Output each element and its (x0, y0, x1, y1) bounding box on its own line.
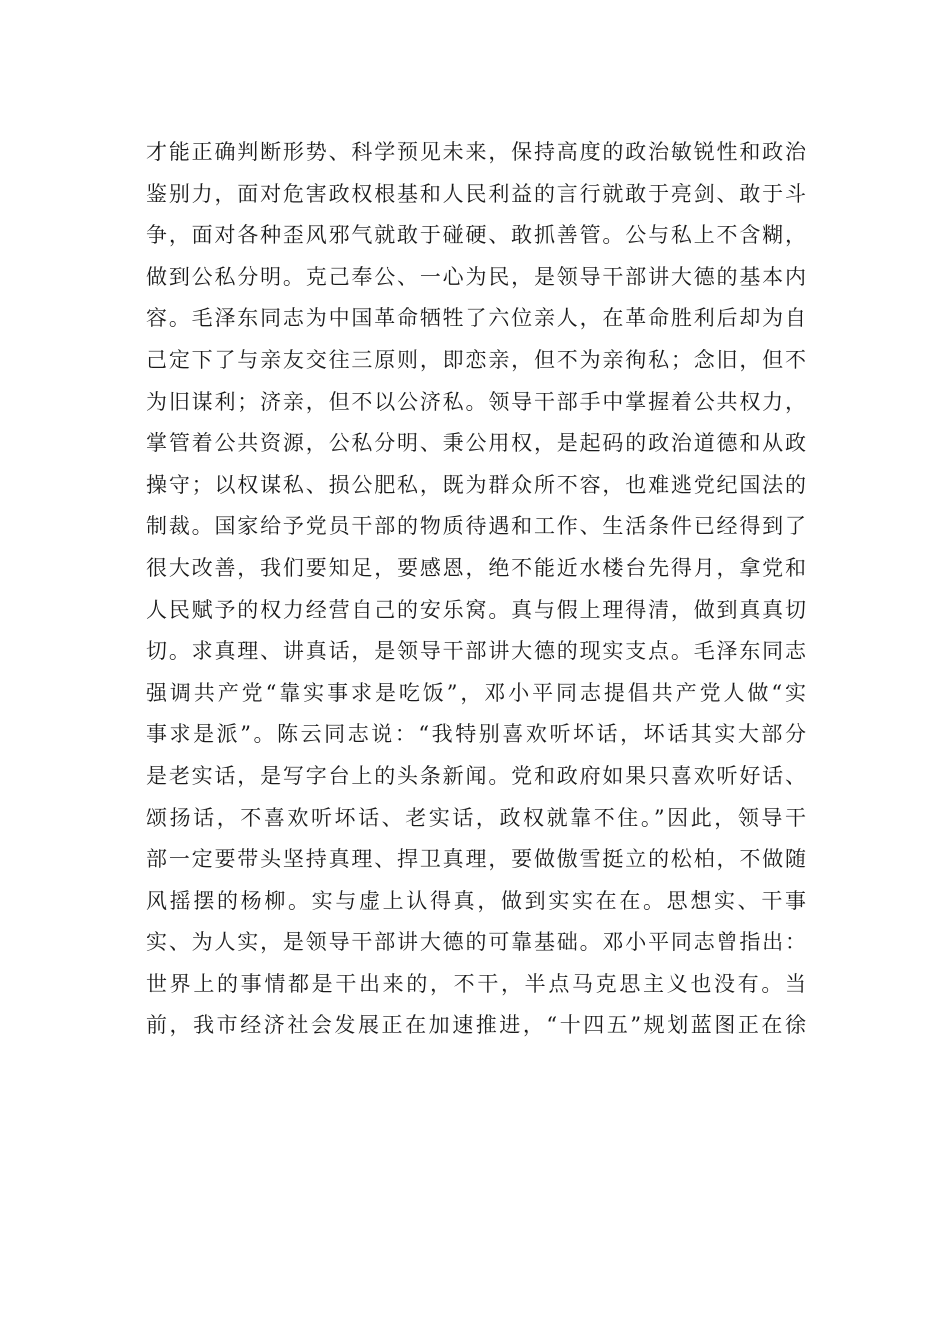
text-line: 前，我市经济社会发展正在加速推进，“十四五”规划蓝图正在徐 (146, 1013, 806, 1038)
text-line: 鉴别力，面对危害政权根基和人民利益的言行就敢于亮剑、敢于斗 (146, 181, 806, 206)
body-text (146, 132, 806, 1047)
text-line: 风摇摆的杨柳。实与虚上认得真，做到实实在在。思想实、干事 (146, 888, 806, 913)
text-line: 是老实话，是写字台上的头条新闻。党和政府如果只喜欢听好话、 (146, 763, 806, 788)
text-line: 制裁。国家给予党员干部的物质待遇和工作、生活条件已经得到了 (146, 514, 806, 539)
text-line: 很大改善，我们要知足，要感恩，绝不能近水楼台先得月，拿党和 (146, 555, 806, 580)
text-line: 强调共产党“靠实事求是吃饭”，邓小平同志提倡共产党人做“实 (146, 680, 806, 705)
text-line: 己定下了与亲友交往三原则，即恋亲，但不为亲徇私；念旧，但不 (146, 347, 806, 372)
text-line: 世界上的事情都是干出来的，不干，半点马克思主义也没有。当 (146, 971, 806, 996)
text-line: 颂扬话，不喜欢听坏话、老实话，政权就靠不住。”因此，领导干 (146, 805, 806, 830)
text-line: 实、为人实，是领导干部讲大德的可靠基础。邓小平同志曾指出： (146, 930, 806, 955)
text-line: 部一定要带头坚持真理、捍卫真理，要做傲雪挺立的松柏，不做随 (146, 847, 806, 872)
text-line: 做到公私分明。克己奉公、一心为民，是领导干部讲大德的基本内 (146, 264, 806, 289)
text-line: 容。毛泽东同志为中国革命牺牲了六位亲人，在革命胜利后却为自 (146, 306, 806, 331)
text-line: 切。求真理、讲真话，是领导干部讲大德的现实支点。毛泽东同志 (146, 639, 806, 664)
text-line: 才能正确判断形势、科学预见未来，保持高度的政治敏锐性和政治 (146, 140, 806, 164)
text-line: 掌管着公共资源，公私分明、秉公用权，是起码的政治道德和从政 (146, 431, 806, 456)
text-line: 争，面对各种歪风邪气就敢于碰硬、敢抓善管。公与私上不含糊， (146, 223, 806, 248)
text-line: 人民赋予的权力经营自己的安乐窝。真与假上理得清，做到真真切 (146, 597, 806, 622)
text-line: 为旧谋利；济亲，但不以公济私。领导干部手中掌握着公共权力， (146, 389, 806, 414)
text-line: 操守；以权谋私、损公肥私，既为群众所不容，也难逃党纪国法的 (146, 472, 806, 497)
text-line: 事求是派”。陈云同志说：“我特别喜欢听坏话，坏话其实大部分 (146, 722, 806, 747)
